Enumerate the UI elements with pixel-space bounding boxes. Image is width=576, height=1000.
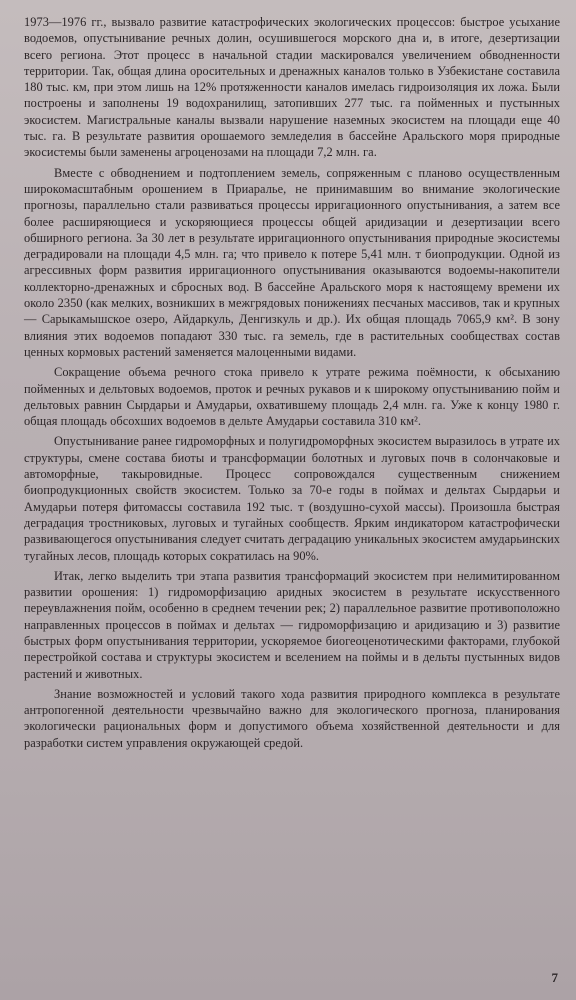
paragraph-2: Вместе с обводнением и подтоплением земель, сопряженным с планово осуществленным широкомасштабным орошением в Приаралье, не принимавшим во внимание экологические прогнозы, параллельно стали развиваться процессы ирригационного опустынивания, а затем все более расширяющиеся и ускоряющиеся процессы общей аридизации и дезертизации всего обширного региона. За 30 лет в результате ирригационного опустынивания природные экосистемы деградировали на площади 4,5 млн. га; что привело к потере 5,41 млн. т биопродукции. Одной из агрессивных форм развития ирригационного опустынивания оказываются водоемы-накопители коллекторно-дренажных и сбросных вод. В бассейне Аральского моря к настоящему времени их около 2350 (как мелких, возникших в межгрядовых понижениях песчаных массивов, так и крупных — Сарыкамышское озеро, Айдаркуль, Денгизкуль и др.). Их общая площадь 7065,9 км². В зону влияния этих водоемов попадают 330 тыс. га земель, где в растительных сообществах состав ценных кормовых растений заменяется малоценными видами.	[24, 165, 560, 359]
paragraph-1: 1973—1976 гг., вызвало развитие катастрофических экологических процессов: быстрое усыхание водоемов, опустынивание речных долин, осушившегося морского дна и, в итоге, дезертизации всего региона. Этот процесс в начальной стадии маскировался увеличением обводненности территории. Так, общая длина оросительных и дренажных каналов только в Узбекистане составила 180 тыс. км, при этом лишь на 12% протяженности каналов имелась гидроизоляция их ложа. Были построены и заполнены 19 водохранилищ, затопивших 277 тыс. га пойменных и пустынных экосистем. Магистральные каналы вызвали нарушение наземных экосистем на площади еще 40 тыс. га. В результате развития орошаемого земледелия в бассейне Аральского моря природные экосистемы были заменены агроценозами на площади 7,2 млн. га.	[24, 15, 560, 160]
paragraph-6: Знание возможностей и условий такого хода развития природного комплекса в результате антропогенной деятельности чрезвычайно важно для экологического прогноза, планирования экологически рациональных форм и допустимого объема хозяйственной деятельности и для разработки систем управления окружающей средой.	[24, 686, 560, 750]
paragraph-4: Опустынивание ранее гидроморфных и полугидроморфных экосистем выразилось в утрате их структуры, смене состава биоты и трансформации болотных и луговых почв в солончаковые и автоморфные, такыровидные. Процесс сопровождался существенным снижением биопродукционных свойств экосистем. Только за 70-е годы в поймах и дельтах Сырдарьи и Амударьи потеря фитомассы составила 192 тыс. т (воздушно-сухой массы). Произошла быстрая деградация тростниковых, луговых и тугайных сообществ. Ярким индикатором катастрофически развивающегося опустынивания следует считать деградацию уникальных экосистем амударьинских тугайных лесов, площадь которых сократилась на 90%.	[24, 434, 560, 563]
paragraph-5: Итак, легко выделить три этапа развития трансформаций экосистем при нелимитированном развитии орошения: 1) гидроморфизацию аридных экосистем в результате искусственного переувлажнения пойм, особенно в среднем течении рек; 2) параллельное развитие противоположно направленных процессов в поймах и дельтах — гидроморфизацию и аридизацию и 3) развитие быстрых форм опустынивания территории, ускоряемое биогеоценотическими факторами, глубокой перестройкой состава и структуры экосистем и вселением на поймы и в дельты пустынных видов растений и животных.	[24, 568, 560, 681]
paragraph-3: Сокращение объема речного стока привело к утрате режима поёмности, к обсыханию пойменных и дельтовых водоемов, проток и речных рукавов и к широкому опустыниванию пойм и дельтовых равнин Сырдарьи и Амударьи, охватившему площадь 2,4 млн. га. Уже к концу 1980 г. общая площадь обсохших водоемов в дельте Амударьи составила 310 км².	[24, 365, 560, 429]
page-number: 7	[551, 970, 558, 985]
document-page	[24, 14, 560, 974]
